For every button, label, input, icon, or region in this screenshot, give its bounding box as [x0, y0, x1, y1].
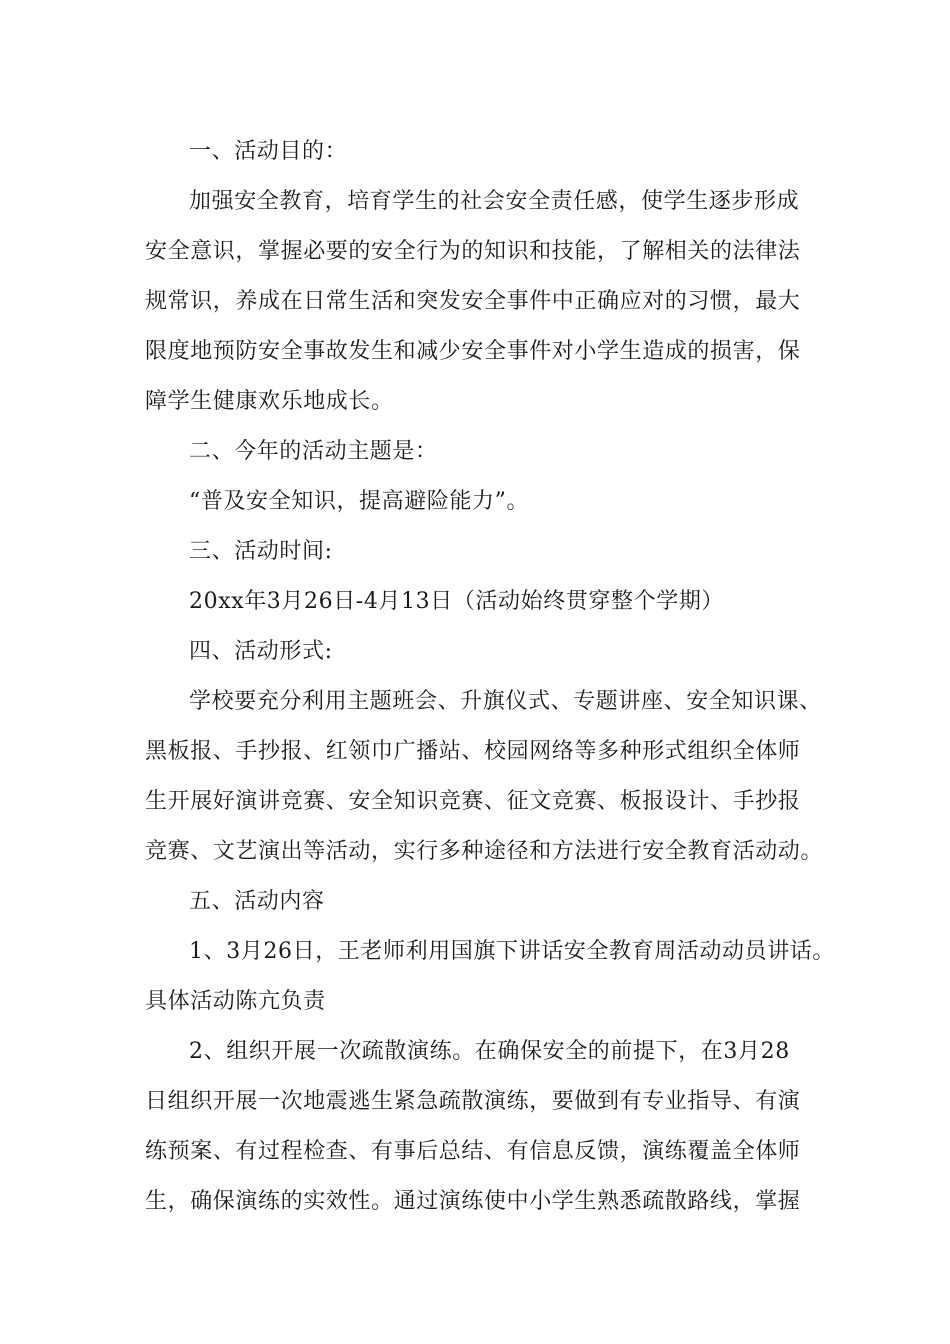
paragraph-line: 2、组织开展一次疏散演练。在确保安全的前提下，在3月28: [189, 1039, 790, 1064]
paragraph-line: 安全意识，掌握必要的安全行为的知识和技能，了解相关的法律法: [145, 239, 801, 264]
theme-text: “普及安全知识，提高避险能力”。: [189, 489, 530, 514]
heading-content: 五、活动内容: [189, 889, 325, 914]
heading-purpose: 一、活动目的：: [189, 139, 348, 164]
paragraph-line: 障学生健康欢乐地成长。: [145, 389, 394, 414]
paragraph-line: 练预案、有过程检查、有事后总结、有信息反馈，演练覆盖全体师: [145, 1139, 801, 1164]
heading-form: 四、活动形式:: [189, 639, 333, 664]
paragraph-line: 具体活动陈亢负责: [145, 989, 326, 1014]
paragraph-line: 竞赛、文艺演出等活动，实行多种途径和方法进行安全教育活动动。: [145, 839, 824, 864]
paragraph-line: 限度地预防安全事故发生和减少安全事件对小学生造成的损害，保: [145, 339, 801, 364]
paragraph-line: 1、3月26日，王老师利用国旗下讲话安全教育周活动动员讲话。: [189, 939, 835, 964]
paragraph-line: 生开展好演讲竞赛、安全知识竞赛、征文竞赛、板报设计、手抄报: [145, 789, 801, 814]
paragraph-line: 黑板报、手抄报、红领巾广播站、校园网络等多种形式组织全体师: [145, 739, 801, 764]
paragraph-line: 加强安全教育，培育学生的社会安全责任感，使学生逐步形成: [189, 189, 800, 214]
paragraph-line: 日组织开展一次地震逃生紧急疏散演练，要做到有专业指导、有演: [145, 1089, 801, 1114]
paragraph-line: 生，确保演练的实效性。通过演练使中小学生熟悉疏散路线，掌握: [145, 1189, 801, 1214]
paragraph-line: 学校要充分利用主题班会、升旗仪式、专题讲座、安全知识课、: [189, 689, 822, 714]
heading-theme: 二、今年的活动主题是：: [189, 439, 438, 464]
time-text: 20xx年3月26日-4月13日（活动始终贯穿整个学期）: [189, 589, 725, 614]
paragraph-line: 规常识，养成在日常生活和突发安全事件中正确应对的习惯，最大: [145, 289, 801, 314]
heading-time: 三、活动时间:: [189, 539, 333, 564]
